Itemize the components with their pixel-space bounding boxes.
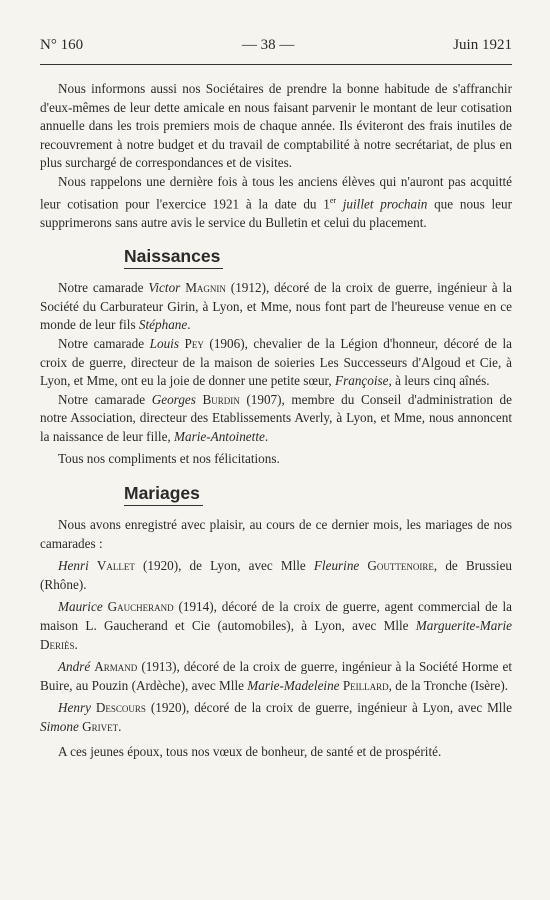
header-rule (40, 64, 512, 65)
marriage-entry: Henry Descours (1920), décoré de la croix de guerre, ingénieur à Lyon, avec Mlle Simone Grivet. (40, 700, 512, 735)
mariages-heading: Mariages (124, 483, 203, 506)
marriage-entry: Henri Vallet (1920), de Lyon, avec Mlle Fleurine Gouttenoire, de Brussieu (Rhône). (40, 558, 513, 592)
issue-number: N° 160 (40, 37, 84, 53)
page (40, 32, 512, 761)
marriage-entry: Maurice Gaucherand (1914), décoré de la croix de guerre, agent commercial de la maison L. Gaucherand et Cie (automobiles), à Lyon, avec Mlle Marguerite-Marie Deriès. (40, 599, 512, 652)
birth-closing: Tous nos compliments et nos félicitations. (58, 451, 280, 467)
naissances-heading: Naissances (124, 246, 223, 269)
mariages-intro: Nous avons enregistré avec plaisir, au cours de ce dernier mois, les mariages de nos camarades : (40, 517, 512, 551)
birth-entry: Notre camarade Victor Magnin (1912), décoré de la croix de guerre, ingénieur à la Société du Carburateur Girin, à Lyon, et Mme, nous font part de l'heureuse venue en ce monde de leur fils Stéphane. (40, 280, 513, 333)
page-number: — 38 — (241, 37, 295, 53)
page-header (40, 32, 512, 54)
marriage-closing: A ces jeunes époux, tous nos vœux de bonheur, de santé et de prospérité. (58, 743, 442, 759)
intro-paragraph-1: Nous informons aussi nos Sociétaires de prendre la bonne habitude de s'affranchir d'eux-mêmes de leur dette amicale en nous faisant parvenir le montant de leur cotisation annuelle dans les trois premiers mois de chaque année. Ils éviteront des frais inutiles de recouvrement à notre budget et du travail de comptabilité à notre secrétariat, de plus en plus surchargé de correspondances et de visites. (40, 81, 512, 171)
intro-paragraph-2: Nous rappelons une dernière fois à tous les anciens élèves qui n'auront pas acquitté leur cotisation pour l'exercice 1921 à la date du 1er juillet prochain que nous leur supprimerons sans autre avis le service du Bulletin et celui du placement. (40, 173, 512, 230)
issue-date: Juin 1921 (453, 37, 512, 53)
birth-entry: Notre camarade Louis Pey (1906), chevalier de la Légion d'honneur, décoré de la croix de guerre, directeur de la maison de soieries Les Successeurs d'Algoud et Cie, à Lyon, et Mme, ont eu la joie de donner une petite sœur, Françoise, à leurs cinq aînés. (40, 335, 512, 389)
birth-entry: Notre camarade Georges Burdin (1907), membre du Conseil d'administration de notre Association, directeur des Etablissements Averly, à Lyon, et Mme, nous annoncent la naissance de leur fille, Marie-Antoinette. (40, 391, 512, 444)
marriage-entry: André Armand (1913), décoré de la croix de guerre, ingénieur à la Société Horme et Buire, au Pouzin (Ardèche), avec Mlle Marie-Madeleine Peillard, de la Tronche (Isère). (40, 659, 513, 693)
